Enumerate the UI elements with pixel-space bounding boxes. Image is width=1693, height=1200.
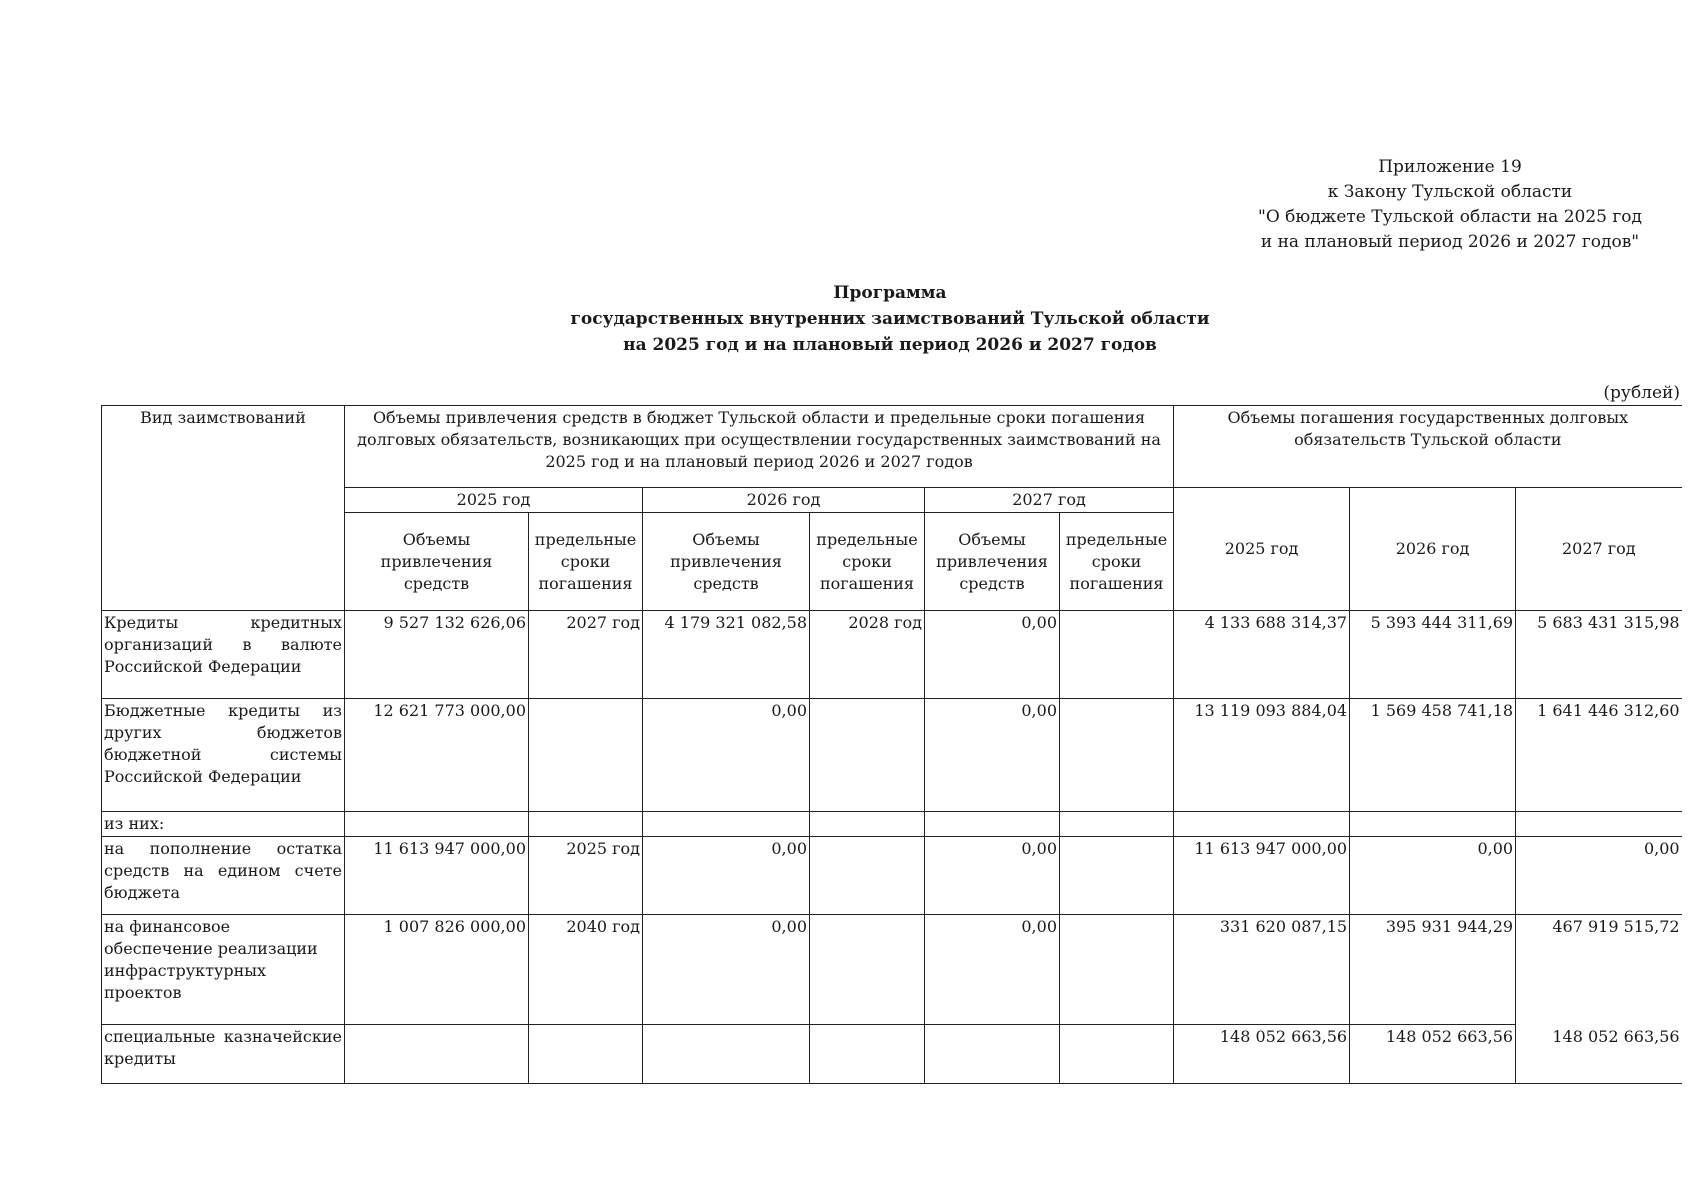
header-term-2027: предельные сроки погашения xyxy=(1060,513,1174,611)
row-repay-2025: 4 133 688 314,37 xyxy=(1174,611,1350,699)
header-repay-2026: 2026 год xyxy=(1350,488,1516,611)
header-year-2026: 2026 год xyxy=(643,488,925,513)
row-vol-2027: 0,00 xyxy=(925,611,1060,699)
header-term-2025: предельные сроки погашения xyxy=(529,513,643,611)
row-vol-2025 xyxy=(345,812,529,837)
table-row xyxy=(102,611,1682,699)
row-type: Бюджетные кредиты из других бюджетов бюджетной системы Российской Федерации xyxy=(102,699,345,812)
borrowing-program-table xyxy=(101,405,1682,1084)
row-term-2026 xyxy=(810,812,925,837)
table-row xyxy=(102,1025,1682,1084)
row-vol-2025: 9 527 132 626,06 xyxy=(345,611,529,699)
row-vol-2026: 4 179 321 082,58 xyxy=(643,611,810,699)
row-term-2026 xyxy=(810,915,925,1025)
row-vol-2026 xyxy=(643,812,810,837)
header-vol-2027: Объемы привлечения средств xyxy=(925,513,1060,611)
row-repay-2025 xyxy=(1174,812,1350,837)
appendix-header xyxy=(1240,155,1660,255)
row-term-2026 xyxy=(810,699,925,812)
row-repay-2027: 0,00 xyxy=(1516,837,1682,915)
header-attract-group: Объемы привлечения средств в бюджет Тульской области и предельные сроки погашения долговых обязательств, возникающих при осуществлении государственных заимствований на 2025 год и на плановый период 2026 и 2027 годов xyxy=(345,406,1174,488)
header-repay-2027: 2027 год xyxy=(1516,488,1682,611)
row-type: на пополнение остатка средств на едином счете бюджета xyxy=(102,837,345,915)
row-term-2027 xyxy=(1060,812,1174,837)
appendix-line-4: и на плановый период 2026 и 2027 годов" xyxy=(1260,232,1640,252)
appendix-line-1: Приложение 19 xyxy=(1378,157,1522,177)
row-vol-2025: 11 613 947 000,00 xyxy=(345,837,529,915)
row-term-2025: 2040 год xyxy=(529,915,643,1025)
appendix-line-3: "О бюджете Тульской области на 2025 год xyxy=(1258,207,1642,227)
row-repay-2026: 148 052 663,56 xyxy=(1350,1025,1516,1084)
row-term-2026 xyxy=(810,837,925,915)
header-row-1 xyxy=(102,406,1682,488)
row-repay-2026: 1 569 458 741,18 xyxy=(1350,699,1516,812)
title-line-1: Программа xyxy=(833,283,947,303)
row-vol-2025: 12 621 773 000,00 xyxy=(345,699,529,812)
row-repay-2027 xyxy=(1516,812,1682,837)
row-term-2025 xyxy=(529,699,643,812)
table-row xyxy=(102,837,1682,915)
row-vol-2026: 0,00 xyxy=(643,837,810,915)
row-type: Кредиты кредитных организаций в валюте Российской Федерации xyxy=(102,611,345,699)
row-vol-2027 xyxy=(925,812,1060,837)
row-repay-2027: 1 641 446 312,60 xyxy=(1516,699,1682,812)
table-row xyxy=(102,915,1682,1025)
table-row xyxy=(102,812,1682,837)
row-term-2027 xyxy=(1060,1025,1174,1084)
row-repay-2025: 148 052 663,56 xyxy=(1174,1025,1350,1084)
row-type: на финансовое обеспечение реализации инфраструктурных проектов xyxy=(102,915,345,1025)
row-term-2025: 2027 год xyxy=(529,611,643,699)
header-year-2027: 2027 год xyxy=(925,488,1174,513)
row-repay-2025: 11 613 947 000,00 xyxy=(1174,837,1350,915)
row-repay-2025: 331 620 087,15 xyxy=(1174,915,1350,1025)
header-vol-2025: Объемы привлечения средств xyxy=(345,513,529,611)
header-vol-2026: Объемы привлечения средств xyxy=(643,513,810,611)
title-line-2: государственных внутренних заимствований Тульской области xyxy=(570,309,1210,329)
row-type: специальные казначейские кредиты xyxy=(102,1025,345,1084)
header-repay-2025: 2025 год xyxy=(1174,488,1350,611)
units-label: (рублей) xyxy=(1603,383,1680,403)
document-title xyxy=(470,280,1310,358)
row-type: из них: xyxy=(102,812,345,837)
row-repay-2026: 0,00 xyxy=(1350,837,1516,915)
row-term-2026: 2028 год xyxy=(810,611,925,699)
row-repay-2027: 5 683 431 315,98 xyxy=(1516,611,1682,699)
row-vol-2026: 0,00 xyxy=(643,915,810,1025)
row-term-2027 xyxy=(1060,915,1174,1025)
row-term-2025: 2025 год xyxy=(529,837,643,915)
row-vol-2027 xyxy=(925,1025,1060,1084)
row-repay-2026: 5 393 444 311,69 xyxy=(1350,611,1516,699)
row-term-2027 xyxy=(1060,611,1174,699)
header-term-2026: предельные сроки погашения xyxy=(810,513,925,611)
row-vol-2025 xyxy=(345,1025,529,1084)
row-vol-2026: 0,00 xyxy=(643,699,810,812)
title-line-3: на 2025 год и на плановый период 2026 и 2027 годов xyxy=(623,335,1157,355)
header-repay-group: Объемы погашения государственных долговых обязательств Тульской области xyxy=(1174,406,1682,488)
row-term-2026 xyxy=(810,1025,925,1084)
row-repay-2027: 467 919 515,72 xyxy=(1516,915,1682,1025)
row-repay-2027: 148 052 663,56 xyxy=(1516,1025,1682,1084)
row-vol-2027: 0,00 xyxy=(925,915,1060,1025)
row-vol-2026 xyxy=(643,1025,810,1084)
row-repay-2026 xyxy=(1350,812,1516,837)
row-repay-2025: 13 119 093 884,04 xyxy=(1174,699,1350,812)
row-term-2027 xyxy=(1060,699,1174,812)
row-term-2025 xyxy=(529,1025,643,1084)
table-row xyxy=(102,699,1682,812)
row-vol-2027: 0,00 xyxy=(925,699,1060,812)
row-repay-2026: 395 931 944,29 xyxy=(1350,915,1516,1025)
row-vol-2027: 0,00 xyxy=(925,837,1060,915)
row-term-2025 xyxy=(529,812,643,837)
header-type: Вид заимствований xyxy=(102,406,345,611)
row-term-2027 xyxy=(1060,837,1174,915)
appendix-line-2: к Закону Тульской области xyxy=(1327,182,1573,202)
header-year-2025: 2025 год xyxy=(345,488,643,513)
row-vol-2025: 1 007 826 000,00 xyxy=(345,915,529,1025)
